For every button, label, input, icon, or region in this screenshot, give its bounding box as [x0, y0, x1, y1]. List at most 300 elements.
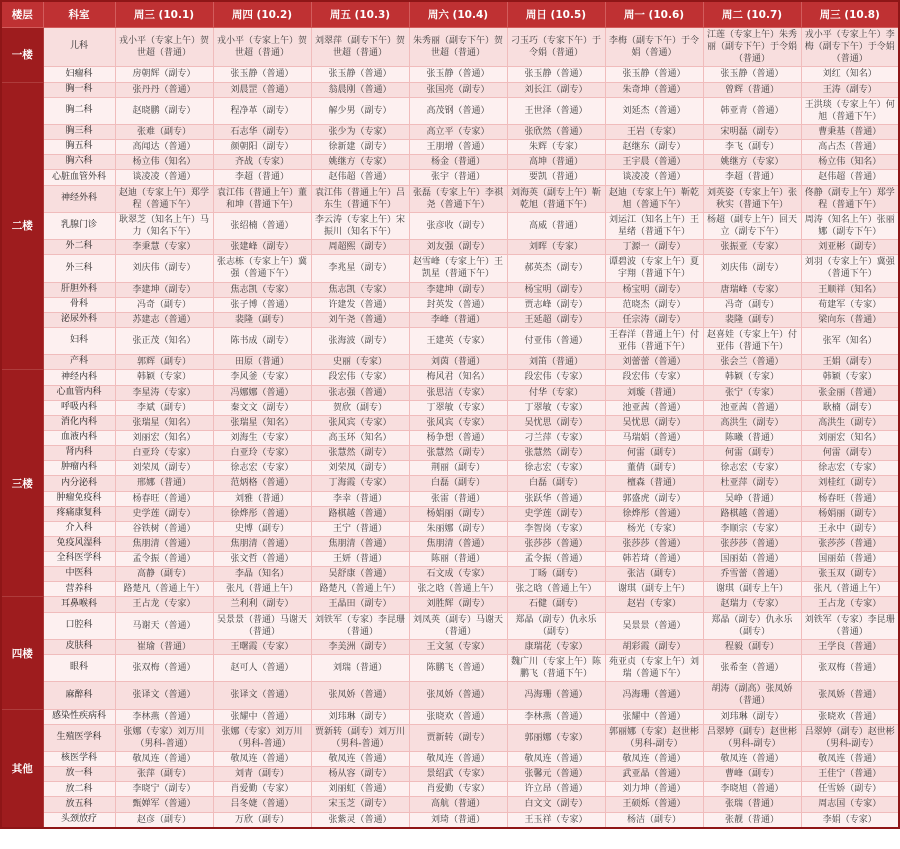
schedule-row [1, 767, 899, 782]
schedule-cell: 刘晨罡（普通） [213, 82, 311, 97]
schedule-cell: 史学莲（副专） [507, 506, 605, 521]
schedule-cell: 贺欣（副专） [311, 400, 409, 415]
schedule-cell: 段宏伟（专家） [605, 370, 703, 385]
schedule-cell: 王岩（专家） [605, 124, 703, 139]
schedule-cell: 刘铁军（专家）李昆珊（普通） [311, 612, 409, 639]
schedule-cell: 李晓旭（普通） [703, 782, 801, 797]
schedule-cell: 曹秉基（普通） [801, 124, 899, 139]
schedule-cell: 张凡（普通上午） [213, 582, 311, 597]
schedule-row [1, 327, 899, 354]
schedule-cell: 李林燕（普通） [115, 709, 213, 724]
schedule-cell: 许立昂（普通） [507, 782, 605, 797]
schedule-cell: 张译文（普通） [115, 682, 213, 709]
schedule-cell: 杜亚萍（副专） [703, 476, 801, 491]
department-label: 放二科 [43, 782, 115, 797]
schedule-cell: 许建发（普通） [311, 297, 409, 312]
schedule-cell: 张双梅（普通） [801, 655, 899, 682]
schedule-cell: 张慧然（副专） [409, 446, 507, 461]
schedule-cell: 封英发（普通） [409, 297, 507, 312]
department-label: 妇科 [43, 327, 115, 354]
schedule-cell: 白文文（副专） [507, 797, 605, 812]
schedule-cell: 张凤娇（普通） [801, 682, 899, 709]
schedule-cell: 冯娜娜（普通） [213, 385, 311, 400]
schedule-row [1, 400, 899, 415]
schedule-row [1, 282, 899, 297]
schedule-cell: 宋明磊（副专） [703, 124, 801, 139]
schedule-cell: 冯海珊（普通） [507, 682, 605, 709]
schedule-cell: 邢娜（普通） [115, 476, 213, 491]
schedule-cell: 梅风君（知名） [409, 370, 507, 385]
department-label: 中医科 [43, 567, 115, 582]
schedule-cell: 张会兰（普通） [703, 355, 801, 370]
schedule-cell: 张志栋（专家上午）冀强（普通下午） [213, 255, 311, 282]
schedule-cell: 张晓欢（普通） [409, 709, 507, 724]
department-label: 口腔科 [43, 612, 115, 639]
schedule-cell: 王硕烁（普通） [605, 797, 703, 812]
schedule-cell: 吴景景（普通）马谢天（普通） [213, 612, 311, 639]
schedule-cell: 刘璇（普通） [605, 385, 703, 400]
schedule-cell: 高威（普通） [507, 212, 605, 239]
schedule-cell: 付华（专家） [507, 385, 605, 400]
schedule-cell: 李晓宁（副专） [115, 782, 213, 797]
schedule-cell: 赵晓鹏（副专） [115, 97, 213, 124]
schedule-row [1, 797, 899, 812]
schedule-cell: 郭丽娜（专家）赵世彬（男科-副专） [605, 724, 703, 751]
schedule-cell: 韩颖（专家） [115, 370, 213, 385]
schedule-cell: 赵喜娃（专家上午）付亚伟（普通下午） [703, 327, 801, 354]
schedule-row [1, 782, 899, 797]
schedule-cell: 国丽茹（普通） [703, 552, 801, 567]
schedule-cell: 徐志宏（专家） [703, 461, 801, 476]
schedule-cell: 秦文文（副专） [213, 400, 311, 415]
schedule-row [1, 124, 899, 139]
schedule-cell: 刘蕾蕾（普通） [605, 355, 703, 370]
schedule-cell: 高占杰（普通） [801, 140, 899, 155]
schedule-cell: 张风宾（专家） [409, 415, 507, 430]
table-body [1, 28, 899, 828]
department-label: 胸六科 [43, 155, 115, 170]
schedule-cell: 谢琪（副专上午） [605, 582, 703, 597]
schedule-cell: 王宇晨（普通） [605, 155, 703, 170]
department-label: 放五科 [43, 797, 115, 812]
schedule-cell: 袁江伟（普通上午）董和坤（普通下午） [213, 185, 311, 212]
schedule-cell: 刘长江（副专） [507, 82, 605, 97]
schedule-cell: 王朋增（普通） [409, 140, 507, 155]
schedule-row [1, 170, 899, 185]
schedule-cell: 冯奇（副专） [115, 297, 213, 312]
department-label: 胸一科 [43, 82, 115, 97]
department-label: 胸二科 [43, 97, 115, 124]
department-label: 耳鼻喉科 [43, 597, 115, 612]
department-label: 呼吸内科 [43, 400, 115, 415]
schedule-cell: 王世泽（普通） [507, 97, 605, 124]
schedule-cell: 陈丽（普通） [409, 552, 507, 567]
schedule-cell: 刁玉巧（专家下午）于令娟（普通） [507, 28, 605, 67]
schedule-cell: 张之晗（普通上午） [409, 582, 507, 597]
schedule-cell: 赵瑞力（专家） [703, 597, 801, 612]
schedule-row [1, 140, 899, 155]
schedule-cell: 张海波（副专） [311, 327, 409, 354]
schedule-row [1, 97, 899, 124]
schedule-cell: 兰利利（副专） [213, 597, 311, 612]
schedule-cell: 刘笛（普通） [507, 355, 605, 370]
schedule-cell: 李晶（知名） [213, 567, 311, 582]
department-label: 儿科 [43, 28, 115, 67]
schedule-cell: 杨立伟（知名） [115, 155, 213, 170]
schedule-cell: 戎小平（专家上午）贺世超（普通） [213, 28, 311, 67]
schedule-cell: 李兆星（副专） [311, 255, 409, 282]
schedule-cell: 刘荣凤（副专） [311, 461, 409, 476]
schedule-cell: 李斌（副专） [115, 400, 213, 415]
schedule-cell: 赵伟超（普通） [311, 170, 409, 185]
schedule-cell: 刘红（知名） [801, 67, 899, 82]
schedule-cell: 张慧然（副专） [311, 446, 409, 461]
schedule-cell: 史博（副专） [213, 521, 311, 536]
schedule-row [1, 297, 899, 312]
schedule-cell: 李建坤（副专） [115, 282, 213, 297]
schedule-cell: 田原（普通） [213, 355, 311, 370]
schedule-cell: 崔瑜（普通） [115, 639, 213, 654]
schedule-cell: 谷铁树（普通） [115, 521, 213, 536]
schedule-cell: 裴隆（副专） [213, 312, 311, 327]
schedule-cell: 李幸（普通） [311, 491, 409, 506]
schedule-cell: 张玉静（普通） [703, 67, 801, 82]
schedule-cell: 张子博（普通） [213, 297, 311, 312]
schedule-cell: 石志华（副专） [213, 124, 311, 139]
schedule-cell: 张玉静（普通） [605, 67, 703, 82]
schedule-cell: 张莎莎（普通） [703, 536, 801, 551]
schedule-cell: 戎小平（专家上午）贺世超（普通） [115, 28, 213, 67]
schedule-cell: 耿楠（副专） [801, 400, 899, 415]
schedule-cell: 耿翠芝（知名上午）马力（知名下午） [115, 212, 213, 239]
schedule-cell: 张志强（普通） [311, 385, 409, 400]
schedule-cell: 王延超（副专） [507, 312, 605, 327]
schedule-row [1, 709, 899, 724]
schedule-cell: 杨宝明（副专） [507, 282, 605, 297]
schedule-cell: 张风宾（专家） [311, 415, 409, 430]
schedule-row [1, 240, 899, 255]
schedule-cell: 白磊（副专） [409, 476, 507, 491]
department-label: 胸三科 [43, 124, 115, 139]
schedule-cell: 刘丽宏（知名） [115, 430, 213, 445]
schedule-row [1, 639, 899, 654]
schedule-cell: 谭碧波（专家上午）夏宇翔（普通下午） [605, 255, 703, 282]
department-label: 心脏血管外科 [43, 170, 115, 185]
schedule-cell: 张靓（普通） [703, 812, 801, 828]
schedule-cell: 魏广川（专家上午）陈鹏飞（普通下午） [507, 655, 605, 682]
schedule-cell: 段宏伟（专家） [311, 370, 409, 385]
department-label: 免疫风湿科 [43, 536, 115, 551]
schedule-cell: 张雷（普通） [409, 491, 507, 506]
schedule-cell: 董倩（副专） [605, 461, 703, 476]
schedule-cell: 吕翠婷（副专）赵世彬（男科-副专） [801, 724, 899, 751]
schedule-cell: 刘翠萍（副专下午）贺世超（普通） [311, 28, 409, 67]
schedule-cell: 张凤娇（普通） [311, 682, 409, 709]
schedule-cell: 吕翠婷（副专）赵世彬（男科-副专） [703, 724, 801, 751]
schedule-cell: 刘力坤（普通） [605, 782, 703, 797]
floor-label: 二楼 [1, 82, 43, 370]
schedule-cell: 孟令振（普通） [115, 552, 213, 567]
schedule-cell: 李顺宗（专家） [703, 521, 801, 536]
schedule-cell: 敬凤连（普通） [115, 752, 213, 767]
schedule-row [1, 370, 899, 385]
schedule-cell: 何雷（副专） [605, 446, 703, 461]
department-label: 眼科 [43, 655, 115, 682]
schedule-cell: 张紫灵（普通） [311, 812, 409, 828]
schedule-cell: 张娜（专家）刘万川（男科-普通） [115, 724, 213, 751]
schedule-cell: 张文哲（普通） [213, 552, 311, 567]
schedule-cell: 赵雪峰（专家上午）王凯星（普通下午） [409, 255, 507, 282]
schedule-cell: 张莎莎（普通） [507, 536, 605, 551]
schedule-cell: 苏建志（普通） [115, 312, 213, 327]
schedule-cell: 李风釜（专家） [213, 370, 311, 385]
schedule-row [1, 582, 899, 597]
schedule-row [1, 491, 899, 506]
schedule-cell: 张跃华（普通） [507, 491, 605, 506]
schedule-cell: 杨洁（副专） [605, 812, 703, 828]
schedule-cell: 韩颖（专家） [801, 370, 899, 385]
schedule-cell: 佟静（副专上午）郑学程（普通下午） [801, 185, 899, 212]
schedule-cell: 石健（副专） [507, 597, 605, 612]
schedule-cell: 张金丽（普通） [801, 385, 899, 400]
header-row [1, 1, 899, 28]
schedule-cell: 任宗涛（副专） [605, 312, 703, 327]
schedule-cell: 高航（普通） [409, 797, 507, 812]
schedule-cell: 王娟（副专） [801, 355, 899, 370]
schedule-cell: 吴舒康（普通） [311, 567, 409, 582]
schedule-cell: 李智岗（专家） [507, 521, 605, 536]
schedule-row [1, 28, 899, 67]
schedule-cell: 吴忧思（副专） [605, 415, 703, 430]
schedule-cell: 焦朋清（普通） [409, 536, 507, 551]
department-label: 心血管内科 [43, 385, 115, 400]
schedule-cell: 张宁（专家） [703, 385, 801, 400]
schedule-cell: 张思洁（专家） [409, 385, 507, 400]
schedule-row [1, 476, 899, 491]
schedule-cell: 池亚茜（普通） [605, 400, 703, 415]
schedule-cell: 张瑞星（知名） [115, 415, 213, 430]
schedule-row [1, 446, 899, 461]
department-label: 泌尿外科 [43, 312, 115, 327]
schedule-cell: 齐战（专家） [213, 155, 311, 170]
schedule-cell: 刘海生（专家） [213, 430, 311, 445]
schedule-row [1, 461, 899, 476]
schedule-cell: 刘玮琳（副专） [311, 709, 409, 724]
schedule-cell: 刘雅（普通） [213, 491, 311, 506]
schedule-cell: 路楚凡（普通上午） [115, 582, 213, 597]
floor-label: 三楼 [1, 370, 43, 597]
schedule-cell: 史丽（专家） [311, 355, 409, 370]
schedule-cell: 张丹丹（普通） [115, 82, 213, 97]
schedule-cell: 李梅（副专下午）于令娟（普通） [605, 28, 703, 67]
schedule-cell: 王文氢（专家） [409, 639, 507, 654]
schedule-cell: 徐新建（副专） [311, 140, 409, 155]
schedule-cell: 张玉静（普通） [507, 67, 605, 82]
schedule-cell: 高玉环（知名） [311, 430, 409, 445]
schedule-cell: 李娟（专家） [801, 812, 899, 828]
schedule-cell: 杨立伟（知名） [801, 155, 899, 170]
schedule-cell: 段宏伟（专家） [507, 370, 605, 385]
schedule-row [1, 552, 899, 567]
schedule-cell: 李峰（普通） [409, 312, 507, 327]
schedule-cell: 张译文（普通） [213, 682, 311, 709]
schedule-cell: 韩亚青（普通） [703, 97, 801, 124]
schedule-cell: 袁江伟（普通上午）吕东生（普通下午） [311, 185, 409, 212]
schedule-cell: 刘琦（普通） [409, 812, 507, 828]
department-label: 全科医学科 [43, 552, 115, 567]
department-label: 肿瘤免疫科 [43, 491, 115, 506]
schedule-row [1, 155, 899, 170]
schedule-cell: 张少为（专家） [311, 124, 409, 139]
schedule-cell: 李星涛（专家） [115, 385, 213, 400]
schedule-cell: 丁源一（副专） [605, 240, 703, 255]
schedule-cell: 刘友强（副专） [409, 240, 507, 255]
department-label: 头颈放疗 [43, 812, 115, 828]
schedule-cell: 张玉双（副专） [801, 567, 899, 582]
schedule-cell: 路棋越（普通） [703, 506, 801, 521]
schedule-cell: 吴忧思（副专） [507, 415, 605, 430]
schedule-cell: 乔雪蕾（普通） [703, 567, 801, 582]
schedule-cell: 杨宝明（副专） [605, 282, 703, 297]
schedule-cell: 刘铁军（专家）李昆珊（普通） [801, 612, 899, 639]
schedule-cell: 荀建军（专家） [801, 297, 899, 312]
schedule-cell: 刘庆伟（副专） [115, 255, 213, 282]
schedule-cell: 马瑞娟（普通） [605, 430, 703, 445]
schedule-row [1, 682, 899, 709]
department-label: 感染性疾病科 [43, 709, 115, 724]
day-header: 周二 (10.7) [703, 1, 801, 28]
schedule-cell: 徐志宏（专家） [213, 461, 311, 476]
schedule-cell: 白磊（副专） [507, 476, 605, 491]
schedule-cell: 李超（普通） [213, 170, 311, 185]
schedule-cell: 刘瑞（普通） [311, 655, 409, 682]
schedule-cell: 焦志凯（专家） [213, 282, 311, 297]
schedule-row [1, 752, 899, 767]
schedule-cell: 万欣（副专） [213, 812, 311, 828]
schedule-cell: 王涛（副专） [801, 82, 899, 97]
schedule-cell: 甄婵军（普通） [115, 797, 213, 812]
schedule-cell: 朱辉（专家） [507, 140, 605, 155]
day-header: 周三 (10.1) [115, 1, 213, 28]
schedule-cell: 杨光（专家） [605, 521, 703, 536]
department-label: 疼痛康复科 [43, 506, 115, 521]
schedule-row [1, 415, 899, 430]
schedule-row [1, 185, 899, 212]
department-label: 妇瘤科 [43, 67, 115, 82]
department-label: 神经外科 [43, 185, 115, 212]
schedule-cell: 高茂钢（普通） [409, 97, 507, 124]
schedule-cell: 王永中（副专） [801, 521, 899, 536]
schedule-cell: 李超（普通） [703, 170, 801, 185]
schedule-cell: 丁翠敏（专家） [507, 400, 605, 415]
schedule-cell: 徐烨彤（普通） [605, 506, 703, 521]
schedule-cell: 张晓欢（普通） [801, 709, 899, 724]
department-label: 消化内科 [43, 415, 115, 430]
schedule-cell: 曹峰（副专） [703, 767, 801, 782]
schedule-cell: 路楚凡（普通上午） [311, 582, 409, 597]
schedule-row [1, 612, 899, 639]
schedule-cell: 荆丽（副专） [409, 461, 507, 476]
schedule-cell: 刘羽（专家上午）冀强（普通下午） [801, 255, 899, 282]
schedule-cell: 房朝辉（副专） [115, 67, 213, 82]
schedule-row [1, 536, 899, 551]
schedule-cell: 国丽茹（普通） [801, 552, 899, 567]
schedule-cell: 张萍（副专） [115, 767, 213, 782]
schedule-cell: 徐志宏（专家） [801, 461, 899, 476]
floor-label: 一楼 [1, 28, 43, 83]
schedule-cell: 刁兰萍（专家） [507, 430, 605, 445]
schedule-cell: 张正茂（知名） [115, 327, 213, 354]
schedule-cell: 韩颖（专家） [703, 370, 801, 385]
schedule-cell: 李云涛（专家上午）宋振川（知名下午） [311, 212, 409, 239]
schedule-cell: 梁向东（普通） [801, 312, 899, 327]
department-label: 骨科 [43, 297, 115, 312]
schedule-cell: 赵迪（专家上午）靳乾旭（普通下午） [605, 185, 703, 212]
schedule-cell: 冯海珊（普通） [605, 682, 703, 709]
schedule-cell: 陈曦（普通） [703, 430, 801, 445]
schedule-cell: 张瑞（普通） [703, 797, 801, 812]
schedule-cell: 何雷（副专） [703, 446, 801, 461]
day-header: 周六 (10.4) [409, 1, 507, 28]
schedule-cell: 贾新转（副专） [409, 724, 507, 751]
schedule-cell: 张希奎（普通） [703, 655, 801, 682]
schedule-cell: 张娜（专家）刘万川（男科-普通） [213, 724, 311, 751]
schedule-cell: 周涛（知名上午）张丽娜（副专下午） [801, 212, 899, 239]
schedule-cell: 张欣然（普通） [507, 124, 605, 139]
schedule-cell: 谈凌凌（普通） [115, 170, 213, 185]
schedule-cell: 郑晶（副专）仇永乐（副专） [507, 612, 605, 639]
schedule-cell: 王佳宁（普通） [801, 767, 899, 782]
schedule-cell: 赵迪（专家上午）郑学程（普通下午） [115, 185, 213, 212]
schedule-cell: 敬凤连（普通） [507, 752, 605, 767]
department-label: 肝胆外科 [43, 282, 115, 297]
schedule-cell: 郭盛虎（副专） [605, 491, 703, 506]
schedule-cell: 贾志峰（副专） [507, 297, 605, 312]
schedule-cell: 刘庆伟（副专） [703, 255, 801, 282]
schedule-cell: 康瑞花（专家） [507, 639, 605, 654]
schedule-cell: 石文成（专家） [409, 567, 507, 582]
schedule-cell: 王学良（普通） [801, 639, 899, 654]
schedule-cell: 焦朋清（普通） [213, 536, 311, 551]
schedule-row [1, 597, 899, 612]
department-label: 介入科 [43, 521, 115, 536]
schedule-cell: 周志国（专家） [801, 797, 899, 812]
schedule-cell: 张洁（副专） [605, 567, 703, 582]
schedule-cell: 刘青（副专） [213, 767, 311, 782]
schedule-cell: 高洪生（副专） [801, 415, 899, 430]
schedule-cell: 李林燕（普通） [507, 709, 605, 724]
schedule-cell: 陈书成（副专） [213, 327, 311, 354]
department-label: 外三科 [43, 255, 115, 282]
schedule-cell: 景绍武（专家） [409, 767, 507, 782]
schedule-cell: 胡涛（副高）张凤娇（普通） [703, 682, 801, 709]
schedule-cell: 敬凤连（普通） [213, 752, 311, 767]
schedule-cell: 翁晨刚（普通） [311, 82, 409, 97]
schedule-cell: 朱奇坤（普通） [605, 82, 703, 97]
schedule-cell: 高立平（专家） [409, 124, 507, 139]
schedule-cell: 赵岩（专家） [605, 597, 703, 612]
schedule-cell: 韩若琦（普通） [605, 552, 703, 567]
schedule-cell: 刘英姿（专家上午）张秋实（普通下午） [703, 185, 801, 212]
schedule-cell: 刘延杰（普通） [605, 97, 703, 124]
schedule-cell: 胡彩霞（副专） [605, 639, 703, 654]
schedule-cell: 刘亚彬（副专） [801, 240, 899, 255]
schedule-cell: 孟令振（普通） [507, 552, 605, 567]
schedule-cell: 刘荣凤（副专） [115, 461, 213, 476]
schedule-cell: 王洪琰（专家上午）何旭（普通下午） [801, 97, 899, 124]
schedule-cell: 张绍楠（普通） [213, 212, 311, 239]
schedule-cell: 张玉静（普通） [311, 67, 409, 82]
